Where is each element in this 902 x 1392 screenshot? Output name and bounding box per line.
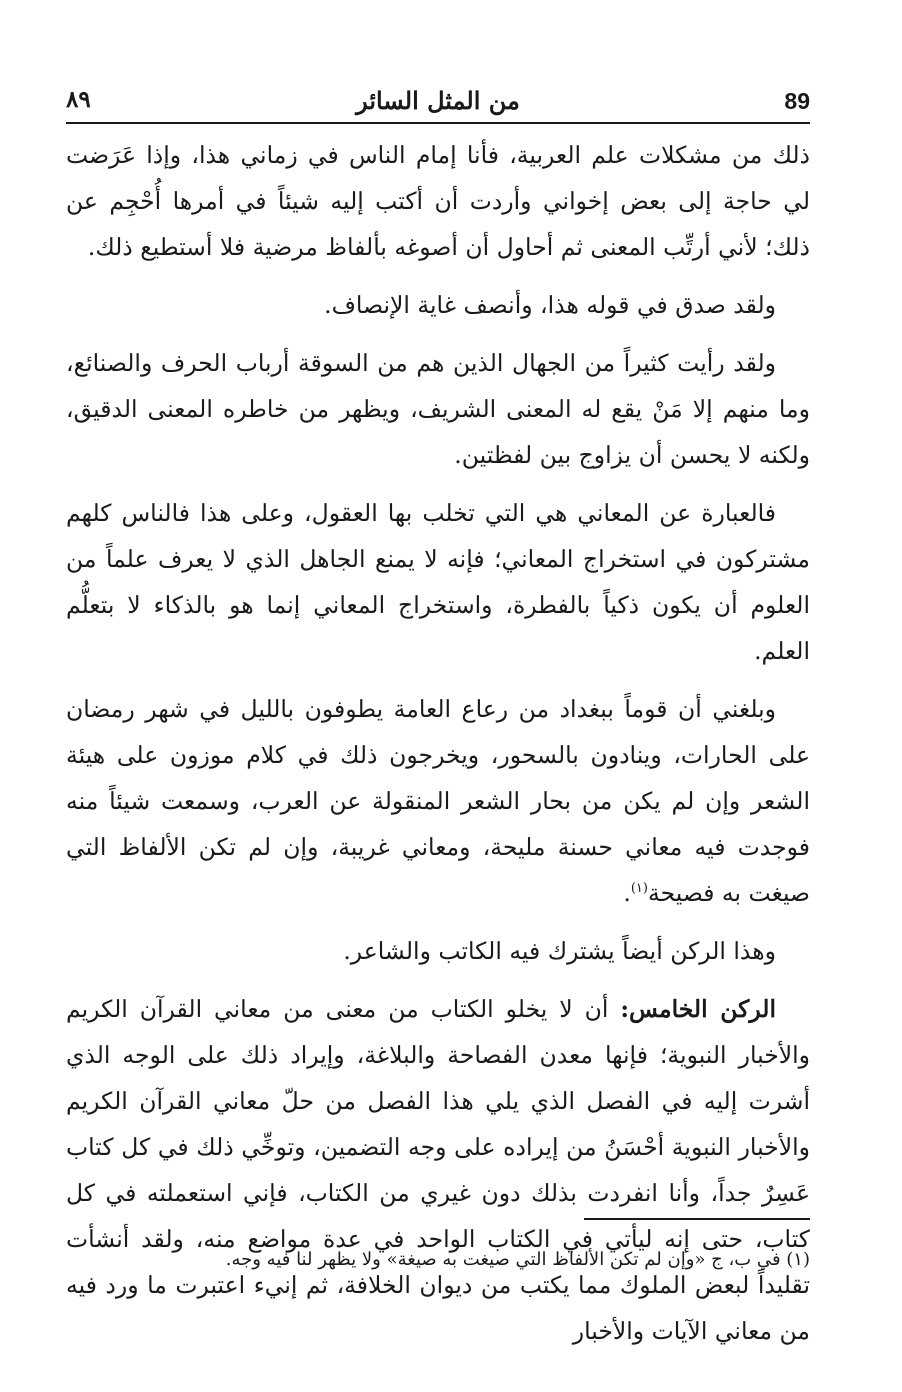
paragraph-continued: ذلك من مشكلات علم العربية، فأنا إمام الناس في زماني هذا، وإذا عَرَضت لي حاجة إلى بعض إخواني وأردت أن أكتب إليه شيئاً في أمرها أُحْجِم عن ذلك؛ لأني أرتِّب المعنى ثم أحاول أن أصوغه بألفاظ مرضية فلا أستطيع ذلك.	[66, 141, 810, 261]
paragraph: وهذا الركن أيضاً يشترك فيه الكاتب والشاعر.	[343, 937, 776, 965]
running-title: من المثل السائر	[356, 86, 520, 115]
page-header	[66, 86, 810, 124]
section-lead-heading: الركن الخامس:	[620, 995, 777, 1023]
paragraph-text: أن لا يخلو الكتاب من معنى من معاني القرآن الكريم والأخبار النبوية؛ فإنها معدن الفصاحة والبلاغة، وإيراد ذلك على الوجه الذي أشرت إليه في الفصل الذي يلي هذا الفصل من حلّ معاني القرآن الكريم والأخبار النبوية أحْسَنُ من إيراده على وجه التضمين، وتوخِّي ذلك في كل كتاب عَسِرٌ جداً، وأنا انفردت بذلك دون غيري من الكتاب، فإني استعملته في كل كتاب، حتى إنه ليأتي في الكتاب الواحد في عدة مواضع منه، ولقد أنشأت تقليداً لبعض الملوك مما يكتب من ديوان الخلافة، ثم إنيء اعتبرت ما ورد فيه من معاني الآيات والأخبار	[66, 995, 810, 1345]
page-number-arabic: ٨٩	[66, 86, 91, 113]
page-number-latin: 89	[784, 88, 810, 114]
paragraph-text: وبلغني أن قوماً ببغداد من رعاع العامة يطوفون بالليل في شهر رمضان على الحارات، وينادون بالسحور، ويخرجون ذلك في كلام موزون على هيئة الشعر وإن لم يكن من بحار الشعر المنقولة عن العرب، وسمعت شيئاً منه فوجدت فيه معاني حسنة مليحة، ومعاني غريبة، وإن لم تكن الألفاظ التي صيغت به فصيحة	[66, 695, 810, 907]
paragraph-with-footnote	[66, 686, 810, 916]
footnote-divider	[584, 1218, 810, 1220]
footnote-reference[interactable]: (١)	[630, 881, 648, 897]
main-text	[66, 132, 810, 1366]
paragraph-fifth-pillar	[66, 986, 810, 1354]
paragraph-end-punctuation: .	[623, 879, 631, 907]
paragraph: ولقد رأيت كثيراً من الجهال الذين هم من السوقة أرباب الحرف والصنائع، وما منهم إلا مَنْ يقع له المعنى الشريف، ويظهر من خاطره المعنى الدقيق، ولكنه لا يحسن أن يزاوج بين لفظتين.	[66, 349, 810, 469]
paragraph: ولقد صدق في قوله هذا، وأنصف غاية الإنصاف.	[324, 291, 776, 319]
paragraph: فالعبارة عن المعاني هي التي تخلب بها العقول، وعلى هذا فالناس كلهم مشتركون في استخراج المعاني؛ فإنه لا يمنع الجاهل الذي لا يعرف علماً من العلوم أن يكون ذكياً بالفطرة، واستخراج المعاني إنما هو بالذكاء لا بتعلُّم العلم.	[66, 499, 810, 665]
footnote: (١) في ب، ج «وإن لم تكن الألفاظ التي صيغت به صيغة» ولا يظهر لنا فيه وجه.	[225, 1249, 810, 1270]
